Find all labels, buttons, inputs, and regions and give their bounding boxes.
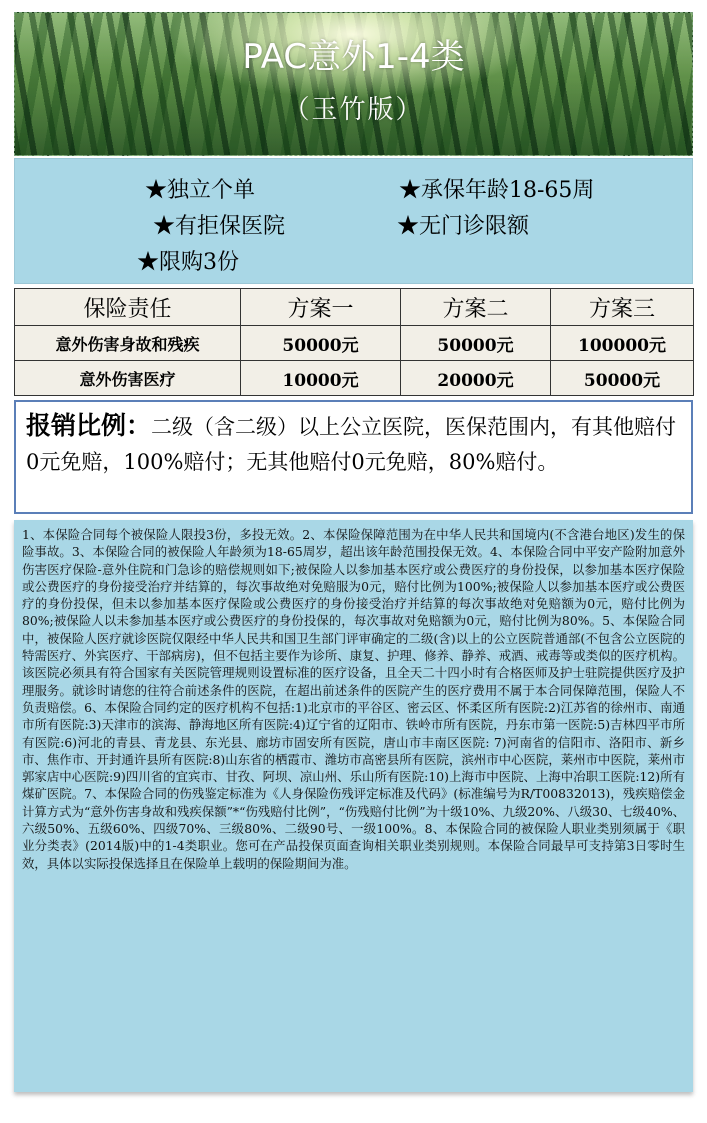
feature-refused-hospitals: ★有拒保医院 <box>153 214 286 239</box>
poster <box>14 12 693 1092</box>
plan-1-value: 10000元 <box>241 361 401 396</box>
header-plan-2: 方案二 <box>401 289 551 326</box>
feature-list <box>14 158 693 284</box>
product-subtitle: （玉竹版） <box>283 95 424 125</box>
reimbursement-box <box>14 400 693 514</box>
header-coverage: 保险责任 <box>15 289 241 326</box>
table-header-row <box>15 289 694 326</box>
plan-3-value: 50000元 <box>551 361 694 396</box>
bamboo-banner <box>14 12 693 156</box>
header-plan-3: 方案三 <box>551 289 694 326</box>
feature-no-outpatient-limit: ★无门诊限额 <box>397 214 530 239</box>
plan-2-value: 50000元 <box>401 326 551 361</box>
plan-2-value: 20000元 <box>401 361 551 396</box>
reimbursement-text: 二级（含二级）以上公立医院，医保范围内，有其他赔付0元免赔，100%赔付；无其他赔付0元免赔，80%赔付。 <box>26 415 677 474</box>
plan-1-value: 50000元 <box>241 326 401 361</box>
product-title: PAC意外1-4类 <box>242 37 465 77</box>
table-row <box>15 361 694 396</box>
header-plan-1: 方案一 <box>241 289 401 326</box>
plan-3-value: 100000元 <box>551 326 694 361</box>
reimbursement-label: 报销比例： <box>26 411 152 440</box>
terms-text: 1、本保险合同每个被保险人限投3份，多投无效。2、本保险保障范围为在中华人民共和国境内(不含港台地区)发生的保险事故。3、本保险合同的被保险人年龄须为18-65周岁，超出该年龄范围投保无效。4、本保险合同中平安产险附加意外伤害医疗保险-意外住院和门急诊的赔偿规则如下;被保险人以参加基本医疗或公费医疗的身份投保，以参加基本医疗保险或公费医疗的身份接受治疗并结算的，每次事故绝对免赔服为0元，赔付比例为100%;被保险人以参加基本医疗或公费医疗的身份投保，但未以参加基本医疗保险或公费医疗的身份接受治疗并结算的每次事故绝对免赔额为0元，赔付比例为80%;被保险人以未参加基本医疗或公费医疗的身份投保的，每次事故对免赔额为0元，赔付比例为80%。5、本保险合同中，被保险人医疗就诊医院仅限经中华人民共和国卫生部门评审确定的二级(含)以上的公立医院普通部(不包含公立医院的特需医疗、外宾医疗、干部病房)，但不包括主要作为诊所、康复、护理、修养、静养、戒酒、戒毒等或类似的医疗机构。该医院必须具有符合国家有关医院管理规则设置标准的医疗设备，且全天二十四小时有合格医师及护士驻院提供医疗及护理服务。就诊时请您的往符合前述条件的医院，在超出前述条件的医院产生的医疗费用不属于本合同保障范围，保险人不负责赔偿。6、本保险合同约定的医疗机构不包括:1)北京市的平谷区、密云区、怀柔区所有医院:2)江苏省的徐州市、南通市所有医院:3)天津市的滨海、静海地区所有医院:4)辽宁省的辽阳市、铁岭市所有医院，丹东市第一医院:5)吉林四平市所有医院:6)河北的青县、青龙县、东光县、廊坊市固安所有医院，唐山市丰南区医院: 7)河南省的信阳市、洛阳市、新乡市、焦作市、开封通许县所有医院:8)山东省的栖霞市、潍坊市高密县所有医院，滨州市中心医院，莱州市中医院，莱州市郭家店中心医院:9)四川省的宜宾市、甘孜、阿坝、凉山州、乐山所有医院:10)上海市中医院、上海中冶职工医院:12)所有煤矿医院。7、本保险合同的伤残鉴定标准为《人身保险伤残评定标准及代码》(标准编号为R/T00832013)，残疾赔偿金计算方式为“意外伤害身故和残疾保额”*“伤残赔付比例”，“伤残赔付比例”为十级10%、九级20%、八级30、七级40%、六级50%、五级60%、四级70%、三级80%、二级90号、一级100%。8、本保险合同的被保险人职业类别须属于《职业分类表》(2014版)中的1-4类职业。您可在产品投保页面查询相关职业类别规则。本保险合同最早可支持第3日零时生效，具体以实际投保选择且在保险单上载明的保险期间为准。 <box>14 520 693 1092</box>
coverage-table <box>14 288 694 396</box>
table-row <box>15 326 694 361</box>
feature-independent-policy: ★独立个单 <box>145 178 256 203</box>
row-label: 意外伤害身故和残疾 <box>15 326 241 361</box>
feature-purchase-limit: ★限购3份 <box>137 250 239 275</box>
row-label: 意外伤害医疗 <box>15 361 241 396</box>
feature-age-range: ★承保年龄18-65周 <box>399 178 595 203</box>
